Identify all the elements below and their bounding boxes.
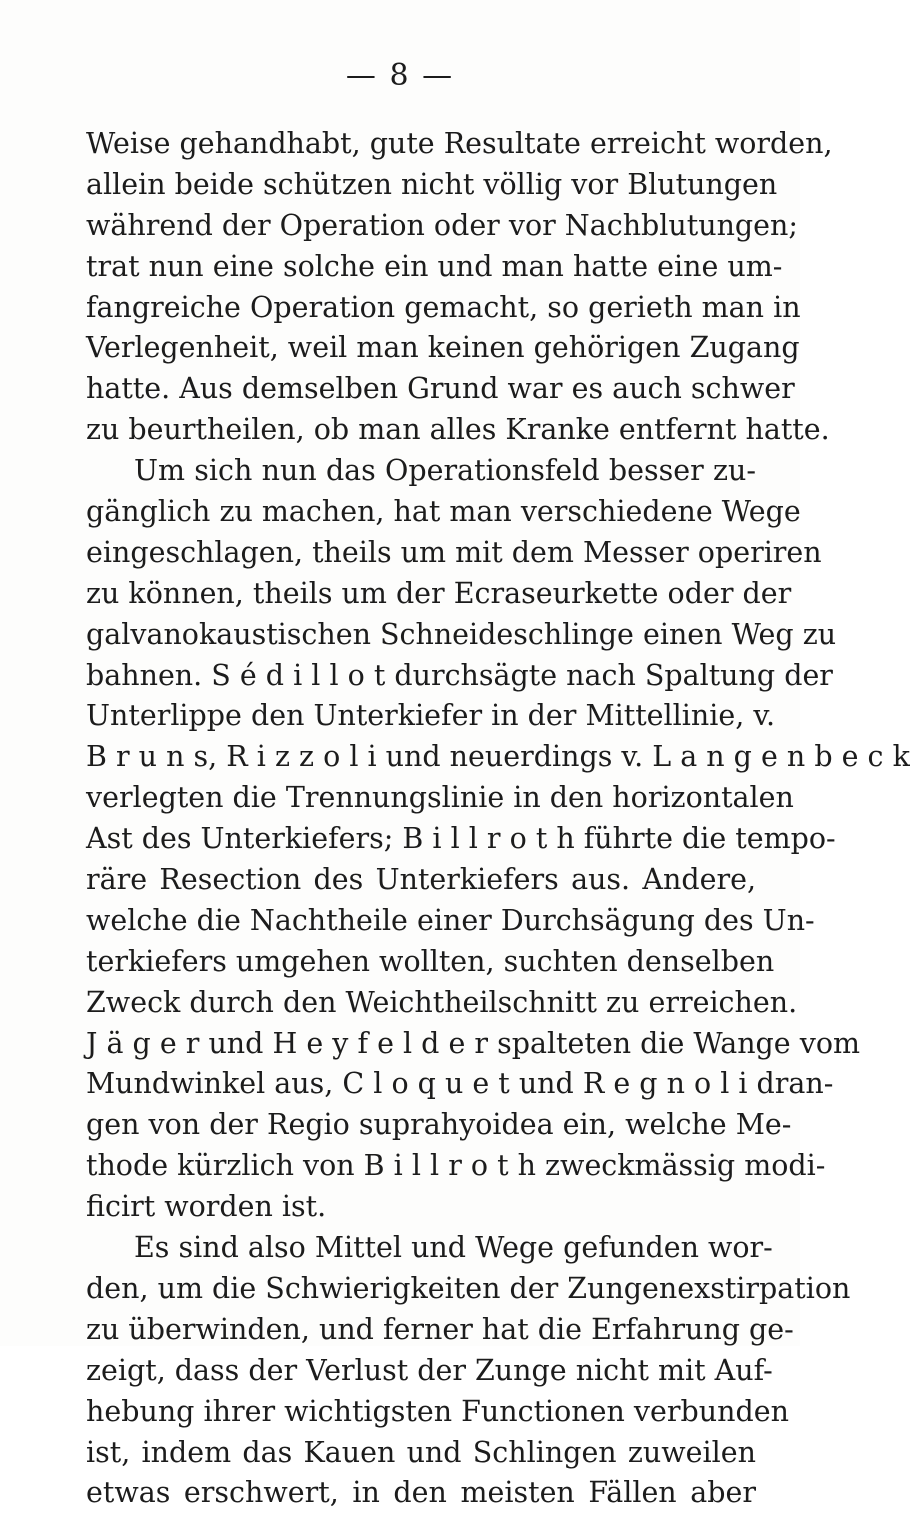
- text-line: räre Resection des Unterkiefers aus. Andere,: [86, 863, 756, 897]
- text-line: während der Operation oder vor Nachblutungen;: [86, 208, 798, 242]
- text-line: verlegten die Trennungslinie in den horizontalen: [86, 781, 794, 815]
- text-line: Ast des Unterkiefers; B i l l r o t h führte die tempo-: [86, 822, 836, 856]
- text-line: hatte. Aus demselben Grund war es auch schwer: [86, 372, 795, 406]
- text-line: zu beurtheilen, ob man alles Kranke entfernt hatte.: [86, 413, 830, 447]
- text-line: ist, indem das Kauen und Schlingen zuweilen: [86, 1435, 756, 1469]
- text-line: gen von der Regio suprahyoidea ein, welche Me-: [86, 1108, 792, 1142]
- text-line: gänglich zu machen, hat man verschiedene Wege: [86, 495, 801, 529]
- text-line: eingeschlagen, theils um mit dem Messer operiren: [86, 535, 822, 569]
- text-line: Um sich nun das Operationsfeld besser zu-: [134, 454, 756, 488]
- text-line: Zweck durch den Weichtheilschnitt zu erreichen.: [86, 985, 798, 1019]
- text-line: Verlegenheit, weil man keinen gehörigen Zugang: [86, 331, 800, 365]
- body-text: [86, 124, 910, 1514]
- text-line: den, um die Schwierigkeiten der Zungenexstirpation: [86, 1271, 851, 1305]
- text-line: fangreiche Operation gemacht, so gerieth man in: [86, 290, 801, 324]
- text-line: etwas erschwert, in den meisten Fällen aber: [86, 1476, 756, 1510]
- text-line: Weise gehandhabt, gute Resultate erreicht worden,: [86, 127, 833, 160]
- text-line: J ä g e r und H e y f e l d e r spalteten die Wange vom: [86, 1026, 861, 1060]
- text-line: Es sind also Mittel und Wege gefunden wor-: [134, 1231, 773, 1265]
- text-line: ficirt worden ist.: [86, 1190, 327, 1224]
- text-line: zu können, theils um der Ecraseurkette oder der: [86, 576, 792, 610]
- page-number: — 8 —: [345, 58, 455, 93]
- text-line: Mundwinkel aus, C l o q u e t und R e g n o l i dran-: [86, 1067, 834, 1101]
- text-line: terkiefers umgehen wollten, suchten denselben: [86, 944, 775, 978]
- text-line: thode kürzlich von B i l l r o t h zweckmässig modi-: [86, 1149, 826, 1183]
- text-line: zu überwinden, und ferner hat die Erfahrung ge-: [86, 1312, 794, 1346]
- text-line: trat nun eine solche ein und man hatte eine um-: [86, 249, 783, 283]
- text-line: B r u n s, R i z z o l i und neuerdings v. L a n g e n b e c k: [86, 740, 910, 774]
- text-line: zeigt, dass der Verlust der Zunge nicht mit Auf-: [86, 1353, 773, 1387]
- text-line: galvanokaustischen Schneideschlinge einen Weg zu: [86, 617, 837, 651]
- text-line: Unterlippe den Unterkiefer in der Mittellinie, v.: [86, 699, 776, 733]
- text-line: hebung ihrer wichtigsten Functionen verbunden: [86, 1394, 789, 1428]
- text-line: bahnen. S é d i l l o t durchsägte nach Spaltung der: [86, 658, 833, 692]
- text-line: welche die Nachtheile einer Durchsägung des Un-: [86, 903, 815, 937]
- text-line: allein beide schützen nicht völlig vor Blutungen: [86, 167, 778, 201]
